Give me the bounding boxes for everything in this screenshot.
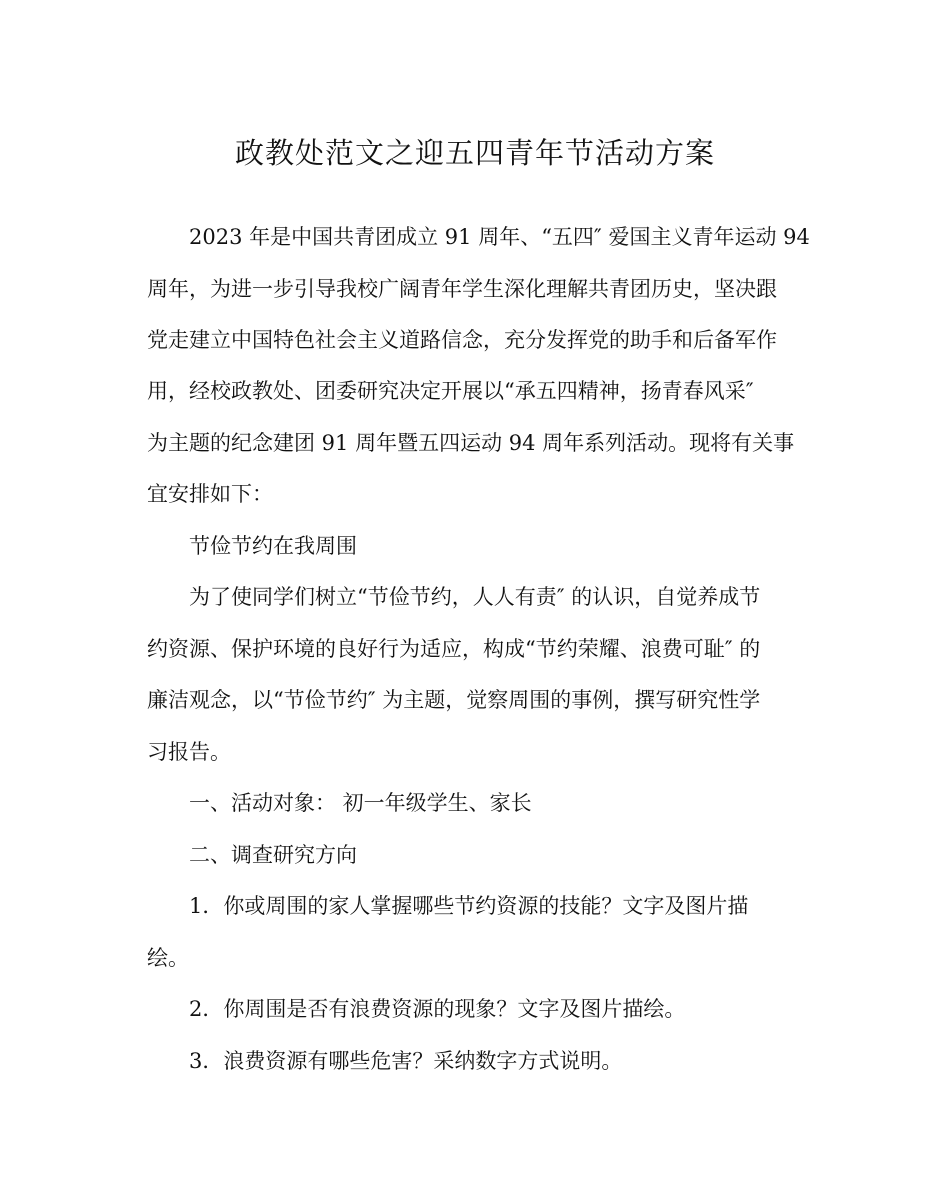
activity-object-item: 一、活动对象： 初一年级学生、家长 bbox=[189, 791, 532, 815]
question-1-line: 1．你或周围的家人掌握哪些节约资源的技能？文字及图片描 bbox=[189, 894, 749, 918]
document-title: 政教处范文之迎五四青年节活动方案 bbox=[234, 136, 715, 170]
section-heading: 节俭节约在我周围 bbox=[189, 534, 357, 558]
paragraph-line: 宜安排如下： bbox=[147, 482, 273, 506]
paragraph-line: 为主题的纪念建团 91 周年暨五四运动 94 周年系列活动。现将有关事 bbox=[147, 431, 795, 455]
paragraph-line: 为了使同学们树立“节俭节约，人人有责″ 的认识，自觉养成节 bbox=[189, 585, 761, 609]
paragraph-line: 习报告。 bbox=[147, 740, 231, 764]
question-1-line: 绘。 bbox=[147, 946, 189, 970]
paragraph-line: 廉洁观念，以“节俭节约″ 为主题，觉察周围的事例，撰写研究性学 bbox=[147, 688, 761, 712]
paragraph-line: 约资源、保护环境的良好行为适应，构成“节约荣耀、浪费可耻″ 的 bbox=[147, 637, 761, 661]
paragraph-line: 周年，为进一步引导我校广阔青年学生深化理解共青团历史，坚决跟 bbox=[147, 277, 777, 301]
research-direction-item: 二、调查研究方向 bbox=[189, 843, 357, 867]
question-2: 2．你周围是否有浪费资源的现象？文字及图片描绘。 bbox=[189, 997, 686, 1021]
paragraph-line: 党走建立中国特色社会主义道路信念，充分发挥党的助手和后备军作 bbox=[147, 328, 777, 352]
paragraph-line: 用，经校政教处、团委研究决定开展以“承五四精神，扬青春风采″ bbox=[147, 379, 754, 403]
paragraph-line: 2023 年是中国共青团成立 91 周年、“五四″ 爱国主义青年运动 94 bbox=[189, 225, 810, 249]
question-3: 3．浪费资源有哪些危害？采纳数字方式说明。 bbox=[189, 1049, 623, 1073]
